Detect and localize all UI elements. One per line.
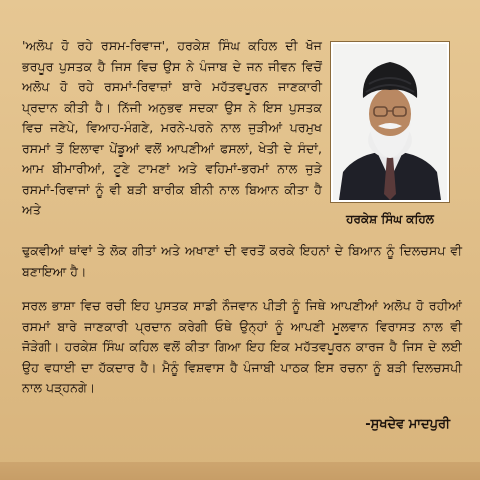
paragraph-1-bottom: ਢੁਕਵੀਆਂ ਥਾਂਵਾਂ ਤੇ ਲੋਕ ਗੀਤਾਂ ਅਤੇ ਅਖਾਣਾਂ ਦੀ ਵਰਤੋਂ ਕਰਕੇ ਇਹਨਾਂ ਦੇ ਬਿਆਨ ਨੂੰ ਦਿਲਚਸਪ ਵੀ ਬਣਾਇਆ ਹੈ। — [22, 243, 462, 279]
bottom-edge — [0, 462, 480, 480]
signature: -ਸੁਖਦੇਵ ਮਾਦਪੁਰੀ — [365, 417, 450, 432]
author-portrait-image — [333, 44, 447, 200]
intro-text-column — [22, 36, 322, 221]
photo-caption: ਹਰਕੇਸ਼ ਸਿੰਘ ਕਹਿਲ — [346, 212, 434, 226]
author-photo — [331, 42, 449, 202]
full-width-text — [22, 241, 462, 399]
paragraph-1 — [22, 36, 322, 221]
paragraph-2: ਸਰਲ ਭਾਸ਼ਾ ਵਿਚ ਰਚੀ ਇਹ ਪੁਸਤਕ ਸਾਡੀ ਨੌਜਵਾਨ ਪੀੜੀ ਨੂੰ ਜਿਥੇ ਆਪਣੀਆਂ ਅਲੋਪ ਹੋ ਰਹੀਆਂ ਰਸਮਾਂ ਬਾਰੇ ਜਾਣਕਾਰੀ ਪ੍ਰਦਾਨ ਕਰੇਗੀ ਓਥੇ ਉਨ੍ਹਾਂ ਨੂੰ ਆਪਣੀ ਮੂਲਵਾਨ ਵਿਰਾਸਤ ਨਾਲ ਵੀ ਜੋੜੇਗੀ। ਹਰਕੇਸ਼ ਸਿੰਘ ਕਹਿਲ ਵਲੋਂ ਕੀਤਾ ਗਿਆ ਇਹ ਇਕ ਮਹੱਤਵਪੂਰਨ ਕਾਰਜ ਹੈ ਜਿਸ ਦੇ ਲਈ ਉਹ ਵਧਾਈ ਦਾ ਹੱਕਦਾਰ ਹੈ। ਮੈਨੂੰ ਵਿਸ਼ਵਾਸ ਹੈ ਪੰਜਾਬੀ ਪਾਠਕ ਇਸ ਰਚਨਾ ਨੂੰ ਬੜੀ ਦਿਲਚਸਪੀ ਨਾਲ ਪੜ੍ਹਨਗੇ। — [22, 298, 462, 395]
paragraph-1-top: 'ਅਲੋਪ ਹੋ ਰਹੇ ਰਸਮ-ਰਿਵਾਜ', ਹਰਕੇਸ਼ ਸਿੰਘ ਕਹਿਲ ਦੀ ਖੋਜ ਭਰਪੂਰ ਪੁਸਤਕ ਹੈ ਜਿਸ ਵਿਚ ਉਸ ਨੇ ਪੰਜਾਬ ਦੇ ਜਨ ਜੀਵਨ ਵਿਚੋਂ ਅਲੋਪ ਹੋ ਰਹੇ ਰਸਮਾਂ-ਰਿਵਾਜ਼ਾਂ ਬਾਰੇ ਮਹੱਤਵਪੂਰਨ ਜਾਣਕਾਰੀ ਪ੍ਰਦਾਨ ਕੀਤੀ ਹੈ। ਨਿੱਜੀ ਅਨੁਭਵ ਸਦਕਾ ਉਸ ਨੇ ਇਸ ਪੁਸਤਕ ਵਿਚ ਜਣੇਪੇ, ਵਿਆਹ-ਮੰਗਣੇ, ਮਰਨੇ-ਪਰਨੇ ਨਾਲ ਜੁੜੀਆਂ ਪਰਮੁਖ ਰਸਮਾਂ ਤੋਂ ਇਲਾਵਾ ਪੇਂਡੂਆਂ ਵਲੋਂ ਆਪਣੀਆਂ ਫਸਲਾਂ, ਖੇਤੀ ਦੇ ਸੰਦਾਂ, ਆਮ ਬੀਮਾਰੀਆਂ, ਟੂਣੇ ਟਾਮਣਾਂ ਅਤੇ ਵਹਿਮਾਂ-ਭਰਮਾਂ ਨਾਲ ਜੁੜੇ ਰਸਮਾਂ-ਰਿਵਾਜਾਂ ਨੂੰ ਵੀ ਬੜੀ ਬਾਰੀਕ ਬੀਨੀ ਨਾਲ ਬਿਆਨ ਕੀਤਾ ਹੈ ਅਤੇ — [22, 38, 322, 217]
